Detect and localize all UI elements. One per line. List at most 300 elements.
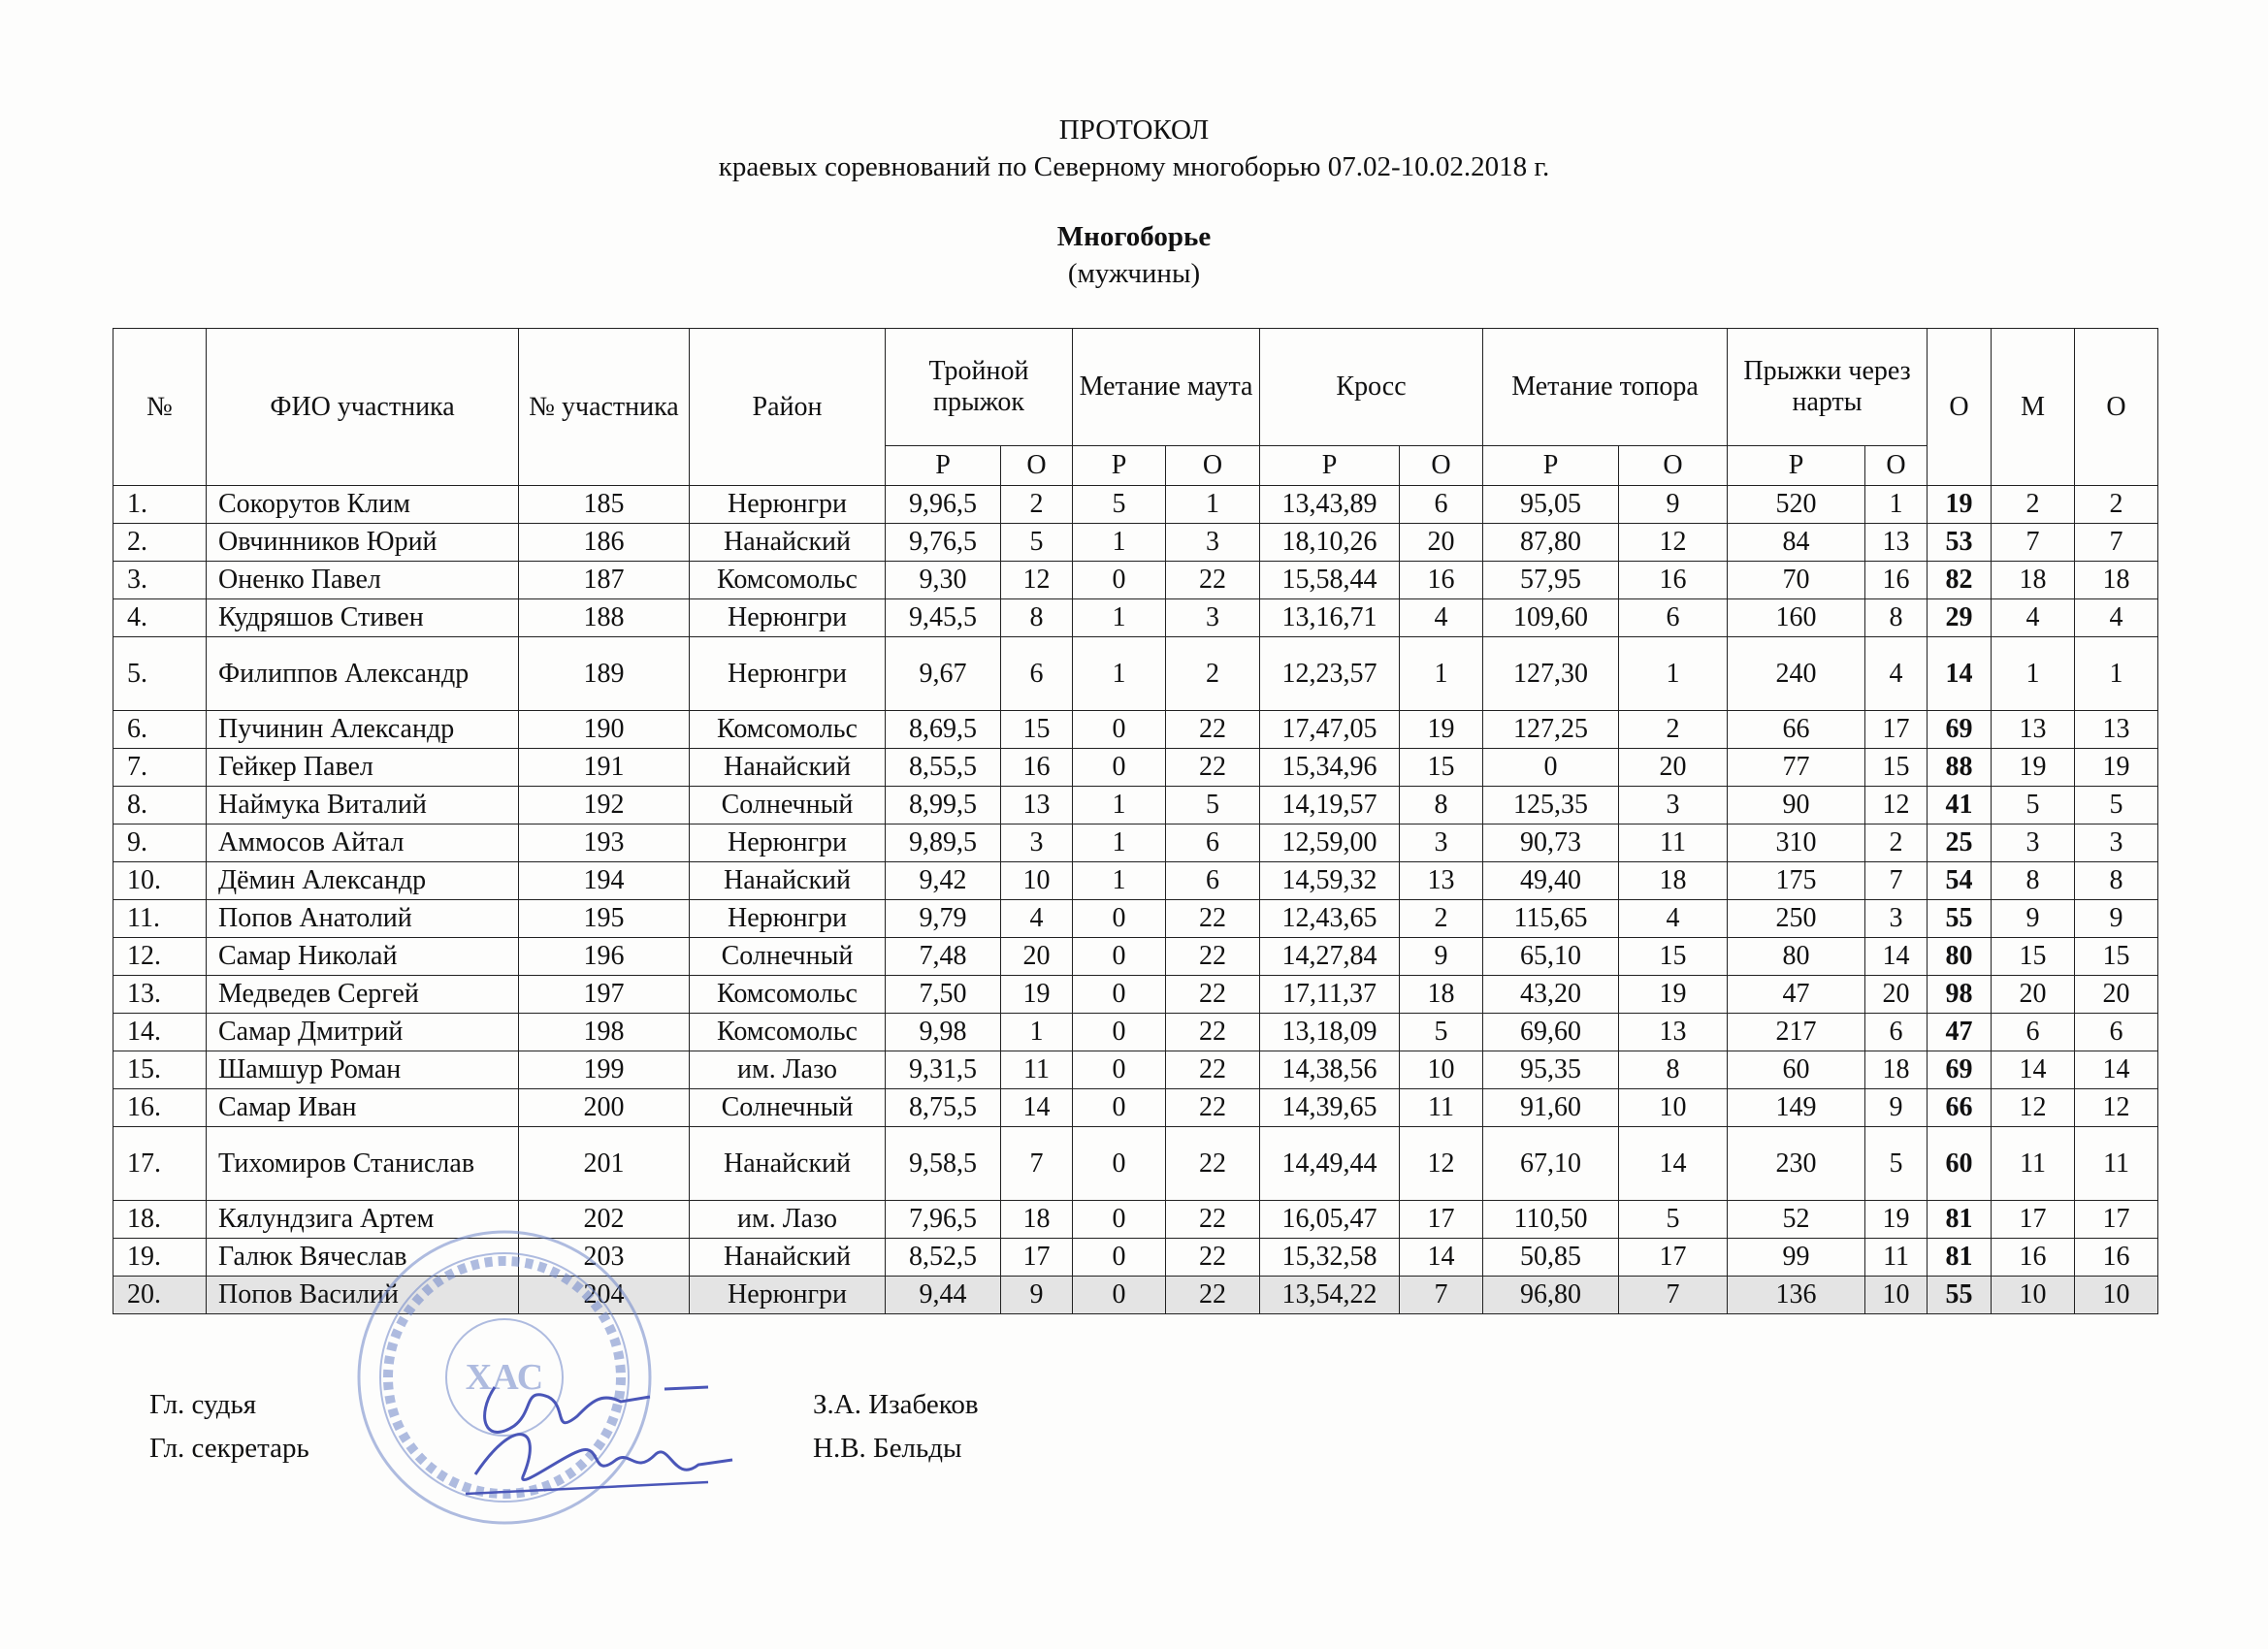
cell-sled-points: 10 [1865, 1277, 1928, 1314]
cell-place: 3 [1992, 824, 2075, 862]
cell-place: 6 [1992, 1014, 2075, 1051]
cell-sled-result: 47 [1728, 976, 1865, 1014]
cell-participant-name: Сокорутов Клим [207, 486, 519, 524]
cell-total-points: 80 [1928, 938, 1992, 976]
cell-maut-points: 22 [1166, 976, 1260, 1014]
cell-axe-result: 109,60 [1483, 599, 1619, 637]
cell-sled-points: 15 [1865, 749, 1928, 787]
cell-final-place: 13 [2075, 711, 2158, 749]
cell-maut-result: 0 [1073, 562, 1166, 599]
cell-place: 1 [1992, 637, 2075, 711]
cell-place: 20 [1992, 976, 2075, 1014]
cell-triple-jump-points: 20 [1001, 938, 1073, 976]
cell-district: Нанайский [690, 862, 886, 900]
cell-cross-points: 6 [1400, 486, 1483, 524]
cell-total-points: 55 [1928, 900, 1992, 938]
cell-district: им. Лазо [690, 1051, 886, 1089]
col-bib-header: № участника [519, 329, 690, 486]
cell-cross-result: 12,23,57 [1260, 637, 1400, 711]
chief-judge-role: Гл. судья [149, 1389, 257, 1420]
cell-row-number: 18. [113, 1201, 207, 1239]
cell-cross-result: 14,39,65 [1260, 1089, 1400, 1127]
cell-maut-points: 22 [1166, 749, 1260, 787]
maut-throw-header: Метание маута [1073, 329, 1260, 446]
cell-sled-result: 84 [1728, 524, 1865, 562]
cell-bib-number: 185 [519, 486, 690, 524]
cell-maut-points: 22 [1166, 1127, 1260, 1201]
cell-bib-number: 198 [519, 1014, 690, 1051]
cell-row-number: 11. [113, 900, 207, 938]
cell-bib-number: 194 [519, 862, 690, 900]
cell-total-points: 47 [1928, 1014, 1992, 1051]
cell-axe-result: 95,35 [1483, 1051, 1619, 1089]
cell-place: 19 [1992, 749, 2075, 787]
cell-maut-result: 5 [1073, 486, 1166, 524]
cell-bib-number: 192 [519, 787, 690, 824]
cell-triple-jump-result: 8,99,5 [886, 787, 1001, 824]
cell-triple-jump-points: 2 [1001, 486, 1073, 524]
cell-place: 2 [1992, 486, 2075, 524]
cell-cross-points: 5 [1400, 1014, 1483, 1051]
cell-bib-number: 188 [519, 599, 690, 637]
sub-header-r: Р [1483, 446, 1619, 486]
cell-bib-number: 186 [519, 524, 690, 562]
cell-place: 10 [1992, 1277, 2075, 1314]
cell-triple-jump-points: 12 [1001, 562, 1073, 599]
document-title: ПРОТОКОЛ [1058, 114, 1210, 146]
chief-secretary-role: Гл. секретарь [149, 1433, 309, 1464]
cell-participant-name: Пучинин Александр [207, 711, 519, 749]
cell-district: Нерюнгри [690, 824, 886, 862]
cell-maut-points: 3 [1166, 599, 1260, 637]
cell-triple-jump-points: 15 [1001, 711, 1073, 749]
cell-triple-jump-result: 7,96,5 [886, 1201, 1001, 1239]
cell-triple-jump-points: 11 [1001, 1051, 1073, 1089]
cell-axe-points: 15 [1619, 938, 1728, 976]
cell-place: 13 [1992, 711, 2075, 749]
cell-final-place: 16 [2075, 1239, 2158, 1277]
cell-cross-result: 14,59,32 [1260, 862, 1400, 900]
cell-final-place: 18 [2075, 562, 2158, 599]
table-row [113, 1089, 2158, 1127]
chief-secretary-name: Н.В. Бельды [813, 1433, 962, 1464]
cell-place: 18 [1992, 562, 2075, 599]
results-table [113, 328, 2158, 1314]
cell-bib-number: 201 [519, 1127, 690, 1201]
sub-header-r: Р [1260, 446, 1400, 486]
cell-maut-points: 2 [1166, 637, 1260, 711]
cell-triple-jump-points: 16 [1001, 749, 1073, 787]
cell-cross-points: 3 [1400, 824, 1483, 862]
cell-maut-points: 6 [1166, 824, 1260, 862]
cell-maut-points: 1 [1166, 486, 1260, 524]
cell-triple-jump-points: 7 [1001, 1127, 1073, 1201]
cell-triple-jump-points: 14 [1001, 1089, 1073, 1127]
cell-final-place: 3 [2075, 824, 2158, 862]
cell-sled-result: 250 [1728, 900, 1865, 938]
cell-cross-points: 4 [1400, 599, 1483, 637]
cell-axe-points: 2 [1619, 711, 1728, 749]
cell-triple-jump-points: 10 [1001, 862, 1073, 900]
cell-cross-points: 1 [1400, 637, 1483, 711]
cell-triple-jump-points: 3 [1001, 824, 1073, 862]
cell-triple-jump-result: 9,79 [886, 900, 1001, 938]
cell-cross-result: 13,16,71 [1260, 599, 1400, 637]
cell-total-points: 81 [1928, 1239, 1992, 1277]
cell-total-points: 88 [1928, 749, 1992, 787]
cell-cross-result: 15,58,44 [1260, 562, 1400, 599]
cell-final-place: 4 [2075, 599, 2158, 637]
cell-axe-points: 1 [1619, 637, 1728, 711]
cell-final-place: 15 [2075, 938, 2158, 976]
cell-row-number: 13. [113, 976, 207, 1014]
cell-cross-result: 13,18,09 [1260, 1014, 1400, 1051]
cell-district: Комсомольс [690, 711, 886, 749]
cell-cross-points: 11 [1400, 1089, 1483, 1127]
cell-triple-jump-result: 7,50 [886, 976, 1001, 1014]
cell-axe-points: 3 [1619, 787, 1728, 824]
cell-sled-points: 11 [1865, 1239, 1928, 1277]
cell-maut-result: 0 [1073, 900, 1166, 938]
cell-cross-points: 9 [1400, 938, 1483, 976]
cell-participant-name: Дёмин Александр [207, 862, 519, 900]
cell-total-points: 14 [1928, 637, 1992, 711]
cell-row-number: 15. [113, 1051, 207, 1089]
cell-final-place: 1 [2075, 637, 2158, 711]
cell-participant-name: Кудряшов Стивен [207, 599, 519, 637]
cell-axe-result: 0 [1483, 749, 1619, 787]
cell-final-place: 20 [2075, 976, 2158, 1014]
cell-district: Комсомольс [690, 1014, 886, 1051]
cell-final-place: 5 [2075, 787, 2158, 824]
cell-final-place: 12 [2075, 1089, 2158, 1127]
cell-maut-points: 22 [1166, 711, 1260, 749]
cell-row-number: 7. [113, 749, 207, 787]
cell-sled-result: 310 [1728, 824, 1865, 862]
cell-district: Нанайский [690, 524, 886, 562]
cell-participant-name: Медведев Сергей [207, 976, 519, 1014]
cell-maut-result: 0 [1073, 976, 1166, 1014]
cell-sled-result: 99 [1728, 1239, 1865, 1277]
cell-row-number: 10. [113, 862, 207, 900]
cell-bib-number: 195 [519, 900, 690, 938]
cell-cross-result: 12,59,00 [1260, 824, 1400, 862]
cell-triple-jump-result: 9,44 [886, 1277, 1001, 1314]
cell-district: Нанайский [690, 1127, 886, 1201]
col-final-header: О [2075, 329, 2158, 486]
cell-final-place: 2 [2075, 486, 2158, 524]
cell-sled-points: 9 [1865, 1089, 1928, 1127]
cell-bib-number: 190 [519, 711, 690, 749]
cell-axe-points: 20 [1619, 749, 1728, 787]
cell-participant-name: Самар Николай [207, 938, 519, 976]
cell-participant-name: Самар Дмитрий [207, 1014, 519, 1051]
cell-bib-number: 202 [519, 1201, 690, 1239]
cell-maut-result: 1 [1073, 862, 1166, 900]
cell-sled-result: 175 [1728, 862, 1865, 900]
cell-axe-points: 7 [1619, 1277, 1728, 1314]
cell-sled-points: 13 [1865, 524, 1928, 562]
cell-triple-jump-points: 13 [1001, 787, 1073, 824]
cell-sled-result: 77 [1728, 749, 1865, 787]
cell-cross-result: 17,11,37 [1260, 976, 1400, 1014]
sub-header-o: О [1619, 446, 1728, 486]
table-row [113, 599, 2158, 637]
cell-triple-jump-points: 4 [1001, 900, 1073, 938]
cell-total-points: 81 [1928, 1201, 1992, 1239]
sub-header-o: О [1865, 446, 1928, 486]
cell-final-place: 10 [2075, 1277, 2158, 1314]
cell-axe-points: 12 [1619, 524, 1728, 562]
cell-row-number: 14. [113, 1014, 207, 1051]
cell-district: Нерюнгри [690, 1277, 886, 1314]
cell-sled-result: 80 [1728, 938, 1865, 976]
cell-total-points: 55 [1928, 1277, 1992, 1314]
cell-cross-result: 12,43,65 [1260, 900, 1400, 938]
cell-cross-points: 15 [1400, 749, 1483, 787]
cell-district: Нерюнгри [690, 900, 886, 938]
cell-triple-jump-result: 9,96,5 [886, 486, 1001, 524]
table-row [113, 976, 2158, 1014]
cell-participant-name: Галюк Вячеслав [207, 1239, 519, 1277]
cell-triple-jump-points: 1 [1001, 1014, 1073, 1051]
cell-maut-result: 0 [1073, 1277, 1166, 1314]
cell-cross-points: 16 [1400, 562, 1483, 599]
cell-place: 12 [1992, 1089, 2075, 1127]
cell-triple-jump-points: 19 [1001, 976, 1073, 1014]
cell-maut-result: 1 [1073, 524, 1166, 562]
cell-maut-result: 0 [1073, 749, 1166, 787]
cell-axe-points: 8 [1619, 1051, 1728, 1089]
cell-maut-points: 22 [1166, 938, 1260, 976]
table-row [113, 524, 2158, 562]
cell-axe-result: 95,05 [1483, 486, 1619, 524]
sub-header-r: Р [886, 446, 1001, 486]
cell-total-points: 69 [1928, 1051, 1992, 1089]
cell-sled-result: 90 [1728, 787, 1865, 824]
cell-cross-points: 7 [1400, 1277, 1483, 1314]
cell-row-number: 8. [113, 787, 207, 824]
cell-maut-result: 0 [1073, 1127, 1166, 1201]
table-row [113, 711, 2158, 749]
cell-final-place: 6 [2075, 1014, 2158, 1051]
cell-maut-result: 1 [1073, 824, 1166, 862]
cell-axe-result: 115,65 [1483, 900, 1619, 938]
cell-triple-jump-points: 8 [1001, 599, 1073, 637]
cell-place: 7 [1992, 524, 2075, 562]
cell-axe-result: 69,60 [1483, 1014, 1619, 1051]
cell-row-number: 20. [113, 1277, 207, 1314]
sub-header-o: О [1001, 446, 1073, 486]
cell-triple-jump-result: 9,76,5 [886, 524, 1001, 562]
table-row [113, 749, 2158, 787]
cell-district: Нерюнгри [690, 599, 886, 637]
triple-jump-header: Тройной прыжок [886, 329, 1073, 446]
gender-label: (мужчины) [1067, 258, 1201, 289]
cell-axe-result: 90,73 [1483, 824, 1619, 862]
cell-sled-points: 20 [1865, 976, 1928, 1014]
cell-sled-points: 2 [1865, 824, 1928, 862]
cell-sled-points: 12 [1865, 787, 1928, 824]
cell-cross-points: 12 [1400, 1127, 1483, 1201]
cell-sled-result: 52 [1728, 1201, 1865, 1239]
cell-maut-points: 22 [1166, 1014, 1260, 1051]
cell-total-points: 69 [1928, 711, 1992, 749]
cell-triple-jump-result: 8,52,5 [886, 1239, 1001, 1277]
cell-place: 8 [1992, 862, 2075, 900]
table-row [113, 862, 2158, 900]
cell-maut-result: 1 [1073, 599, 1166, 637]
cell-axe-points: 13 [1619, 1014, 1728, 1051]
cell-sled-points: 6 [1865, 1014, 1928, 1051]
cell-place: 4 [1992, 599, 2075, 637]
cell-axe-points: 10 [1619, 1089, 1728, 1127]
cell-axe-result: 49,40 [1483, 862, 1619, 900]
cell-sled-points: 14 [1865, 938, 1928, 976]
cell-axe-result: 91,60 [1483, 1089, 1619, 1127]
cell-axe-result: 87,80 [1483, 524, 1619, 562]
cell-participant-name: Кялундзига Артем [207, 1201, 519, 1239]
cell-sled-result: 520 [1728, 486, 1865, 524]
cell-row-number: 4. [113, 599, 207, 637]
cell-triple-jump-points: 17 [1001, 1239, 1073, 1277]
cell-cross-result: 14,49,44 [1260, 1127, 1400, 1201]
cell-triple-jump-result: 9,30 [886, 562, 1001, 599]
cell-sled-points: 4 [1865, 637, 1928, 711]
handwritten-signature [456, 1358, 737, 1504]
cell-maut-points: 22 [1166, 1051, 1260, 1089]
table-row [113, 938, 2158, 976]
cell-triple-jump-result: 9,42 [886, 862, 1001, 900]
cell-bib-number: 193 [519, 824, 690, 862]
cell-triple-jump-result: 7,48 [886, 938, 1001, 976]
cell-axe-points: 14 [1619, 1127, 1728, 1201]
cell-final-place: 8 [2075, 862, 2158, 900]
cell-maut-result: 0 [1073, 1201, 1166, 1239]
cell-sled-points: 8 [1865, 599, 1928, 637]
cell-sled-points: 7 [1865, 862, 1928, 900]
cell-sled-points: 16 [1865, 562, 1928, 599]
cell-cross-points: 10 [1400, 1051, 1483, 1089]
cross-header: Кросс [1260, 329, 1483, 446]
col-district-header: Район [690, 329, 886, 486]
cell-maut-result: 0 [1073, 938, 1166, 976]
col-name-header: ФИО участника [207, 329, 519, 486]
table-row [113, 824, 2158, 862]
cell-cross-result: 18,10,26 [1260, 524, 1400, 562]
cell-participant-name: Аммосов Айтал [207, 824, 519, 862]
cell-axe-points: 19 [1619, 976, 1728, 1014]
cell-sled-result: 217 [1728, 1014, 1865, 1051]
cell-bib-number: 191 [519, 749, 690, 787]
header-row-main [113, 329, 2158, 446]
cell-triple-jump-points: 6 [1001, 637, 1073, 711]
cell-final-place: 19 [2075, 749, 2158, 787]
cell-total-points: 53 [1928, 524, 1992, 562]
cell-axe-points: 16 [1619, 562, 1728, 599]
col-total-header: О [1928, 329, 1992, 486]
cell-maut-points: 3 [1166, 524, 1260, 562]
cell-cross-points: 2 [1400, 900, 1483, 938]
cell-sled-points: 1 [1865, 486, 1928, 524]
cell-triple-jump-result: 8,55,5 [886, 749, 1001, 787]
cell-total-points: 25 [1928, 824, 1992, 862]
cell-maut-points: 22 [1166, 1239, 1260, 1277]
cell-axe-points: 4 [1619, 900, 1728, 938]
table-row [113, 562, 2158, 599]
cell-district: Нерюнгри [690, 637, 886, 711]
cell-participant-name: Попов Василий [207, 1277, 519, 1314]
cell-sled-result: 60 [1728, 1051, 1865, 1089]
cell-axe-result: 96,80 [1483, 1277, 1619, 1314]
cell-cross-result: 17,47,05 [1260, 711, 1400, 749]
cell-cross-result: 13,43,89 [1260, 486, 1400, 524]
cell-total-points: 98 [1928, 976, 1992, 1014]
cell-district: Нерюнгри [690, 486, 886, 524]
cell-participant-name: Оненко Павел [207, 562, 519, 599]
cell-bib-number: 204 [519, 1277, 690, 1314]
cell-cross-result: 14,19,57 [1260, 787, 1400, 824]
cell-total-points: 54 [1928, 862, 1992, 900]
cell-district: Солнечный [690, 1089, 886, 1127]
cell-final-place: 7 [2075, 524, 2158, 562]
cell-participant-name: Попов Анатолий [207, 900, 519, 938]
table-row [113, 1051, 2158, 1089]
cell-maut-result: 0 [1073, 1014, 1166, 1051]
cell-sled-result: 149 [1728, 1089, 1865, 1127]
sub-header-r: Р [1728, 446, 1865, 486]
cell-sled-result: 66 [1728, 711, 1865, 749]
cell-maut-points: 22 [1166, 1277, 1260, 1314]
table-row [113, 787, 2158, 824]
cell-final-place: 9 [2075, 900, 2158, 938]
cell-maut-points: 22 [1166, 1089, 1260, 1127]
cell-district: Комсомольс [690, 976, 886, 1014]
stamp-center-text: ХАС [465, 1357, 544, 1398]
cell-row-number: 16. [113, 1089, 207, 1127]
cell-maut-points: 22 [1166, 1201, 1260, 1239]
cell-maut-result: 1 [1073, 637, 1166, 711]
cell-district: Нанайский [690, 749, 886, 787]
cell-total-points: 60 [1928, 1127, 1992, 1201]
cell-place: 9 [1992, 900, 2075, 938]
col-place-header: М [1992, 329, 2075, 486]
cell-axe-points: 11 [1619, 824, 1728, 862]
cell-cross-result: 15,32,58 [1260, 1239, 1400, 1277]
cell-maut-points: 5 [1166, 787, 1260, 824]
cell-axe-result: 65,10 [1483, 938, 1619, 976]
cell-maut-points: 22 [1166, 900, 1260, 938]
cell-total-points: 19 [1928, 486, 1992, 524]
cell-place: 14 [1992, 1051, 2075, 1089]
cell-triple-jump-result: 9,67 [886, 637, 1001, 711]
cell-cross-result: 13,54,22 [1260, 1277, 1400, 1314]
cell-cross-points: 18 [1400, 976, 1483, 1014]
cell-row-number: 5. [113, 637, 207, 711]
cell-bib-number: 203 [519, 1239, 690, 1277]
cell-axe-result: 127,25 [1483, 711, 1619, 749]
cell-row-number: 1. [113, 486, 207, 524]
sub-header-r: Р [1073, 446, 1166, 486]
cell-total-points: 41 [1928, 787, 1992, 824]
cell-bib-number: 187 [519, 562, 690, 599]
cell-axe-points: 6 [1619, 599, 1728, 637]
cell-cross-result: 15,34,96 [1260, 749, 1400, 787]
document-subtitle: краевых соревнований по Северному многоборью 07.02-10.02.2018 г. [718, 151, 1550, 182]
cell-sled-result: 230 [1728, 1127, 1865, 1201]
cell-axe-result: 125,35 [1483, 787, 1619, 824]
cell-maut-points: 22 [1166, 562, 1260, 599]
